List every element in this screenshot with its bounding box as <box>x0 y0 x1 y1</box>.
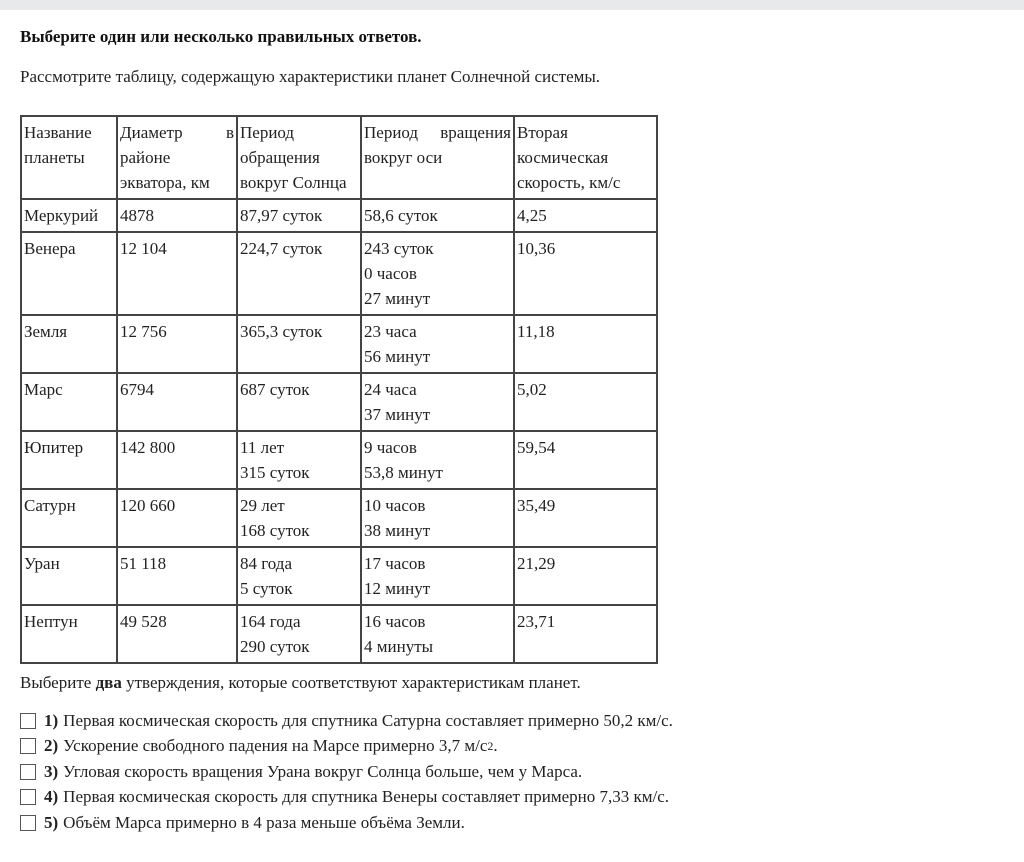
table-row <box>21 315 657 373</box>
cell-rotation-period: 243 суток 0 часов 27 минут <box>361 232 514 315</box>
question-intro: Рассмотрите таблицу, содержащую характеристики планет Солнечной системы. <box>20 67 601 86</box>
cell-orbit-period: 87,97 суток <box>237 199 361 232</box>
cell-rotation-period: 16 часов 4 минуты <box>361 605 514 663</box>
answer-options <box>20 708 673 836</box>
cell-orbit-period: 84 года 5 суток <box>237 547 361 605</box>
cell-diameter: 4878 <box>117 199 237 232</box>
cell-orbit-period: 687 суток <box>237 373 361 431</box>
answer-text: Первая космическая скорость для спутника Сатурна составляет примерно 50,2 км/с. <box>63 710 673 730</box>
cell-diameter: 6794 <box>117 373 237 431</box>
cell-escape-velocity: 10,36 <box>514 232 657 315</box>
cell-escape-velocity: 35,49 <box>514 489 657 547</box>
cell-escape-velocity: 4,25 <box>514 199 657 232</box>
choose-prompt: Выберите два утверждения, которые соответствуют характеристикам планет. <box>20 673 581 692</box>
answer-option-5[interactable] <box>20 810 673 836</box>
cell-orbit-period: 365,3 суток <box>237 315 361 373</box>
cell-escape-velocity: 11,18 <box>514 315 657 373</box>
cell-escape-velocity: 59,54 <box>514 431 657 489</box>
cell-planet-name: Нептун <box>21 605 117 663</box>
cell-orbit-period: 224,7 суток <box>237 232 361 315</box>
table-row <box>21 605 657 663</box>
cell-diameter: 12 756 <box>117 315 237 373</box>
answer-checkbox[interactable] <box>20 815 36 831</box>
top-bar <box>0 0 1024 10</box>
cell-rotation-period: 24 часа 37 минут <box>361 373 514 431</box>
cell-orbit-period: 29 лет 168 суток <box>237 489 361 547</box>
answer-number: 1) <box>44 710 59 730</box>
cell-diameter: 51 118 <box>117 547 237 605</box>
header-diameter: Диаметр в районе экватора, км <box>117 116 237 199</box>
answer-checkbox[interactable] <box>20 764 36 780</box>
cell-rotation-period: 9 часов 53,8 минут <box>361 431 514 489</box>
cell-planet-name: Венера <box>21 232 117 315</box>
cell-rotation-period: 10 часов 38 минут <box>361 489 514 547</box>
cell-diameter: 49 528 <box>117 605 237 663</box>
cell-rotation-period: 23 часа 56 минут <box>361 315 514 373</box>
cell-rotation-period: 17 часов 12 минут <box>361 547 514 605</box>
table-row <box>21 547 657 605</box>
cell-planet-name: Уран <box>21 547 117 605</box>
cell-planet-name: Марс <box>21 373 117 431</box>
table-row <box>21 489 657 547</box>
answer-text: Угловая скорость вращения Урана вокруг Солнца больше, чем у Марса. <box>63 761 583 781</box>
answer-text: Ускорение свободного падения на Марсе примерно 3,7 м/с <box>63 736 488 756</box>
table-row <box>21 431 657 489</box>
answer-option-2[interactable]: 2) Ускорение свободного падения на Марсе примерно 3,7 м/с 2 . <box>20 734 673 760</box>
cell-orbit-period: 11 лет 315 суток <box>237 431 361 489</box>
cell-planet-name: Меркурий <box>21 199 117 232</box>
header-escape-velocity: Вторая космическая скорость, км/с <box>514 116 657 199</box>
answer-option-4[interactable] <box>20 785 673 811</box>
answer-number: 2) <box>44 736 59 756</box>
table-body <box>21 199 657 663</box>
answer-checkbox[interactable] <box>20 738 36 754</box>
cell-diameter: 142 800 <box>117 431 237 489</box>
answer-number: 3) <box>44 761 59 781</box>
cell-diameter: 12 104 <box>117 232 237 315</box>
answer-number: 5) <box>44 812 59 832</box>
table-row <box>21 232 657 315</box>
answer-text: Объём Марса примерно в 4 раза меньше объёма Земли. <box>63 812 465 832</box>
cell-planet-name: Земля <box>21 315 117 373</box>
question-instruction: Выберите один или несколько правильных ответов. <box>20 27 422 46</box>
cell-escape-velocity: 23,71 <box>514 605 657 663</box>
cell-orbit-period: 164 года 290 суток <box>237 605 361 663</box>
cell-diameter: 120 660 <box>117 489 237 547</box>
planets-table <box>20 115 658 664</box>
cell-planet-name: Сатурн <box>21 489 117 547</box>
table-header-row <box>21 116 657 199</box>
table-row <box>21 373 657 431</box>
answer-text: Первая космическая скорость для спутника Венеры составляет примерно 7,33 км/с. <box>63 787 670 807</box>
answer-text-end: . <box>493 736 498 756</box>
cell-escape-velocity: 5,02 <box>514 373 657 431</box>
cell-escape-velocity: 21,29 <box>514 547 657 605</box>
header-orbit-period: Период обращения вокруг Солнца <box>237 116 361 199</box>
choose-emphasis: два <box>95 673 122 692</box>
header-planet-name: Название планеты <box>21 116 117 199</box>
answer-option-3[interactable] <box>20 759 673 785</box>
answer-option-1[interactable] <box>20 708 673 734</box>
header-rotation-period: Период вращения вокруг оси <box>361 116 514 199</box>
cell-rotation-period: 58,6 суток <box>361 199 514 232</box>
answer-number: 4) <box>44 787 59 807</box>
cell-planet-name: Юпитер <box>21 431 117 489</box>
table-row <box>21 199 657 232</box>
answer-checkbox[interactable] <box>20 789 36 805</box>
answer-checkbox[interactable] <box>20 713 36 729</box>
